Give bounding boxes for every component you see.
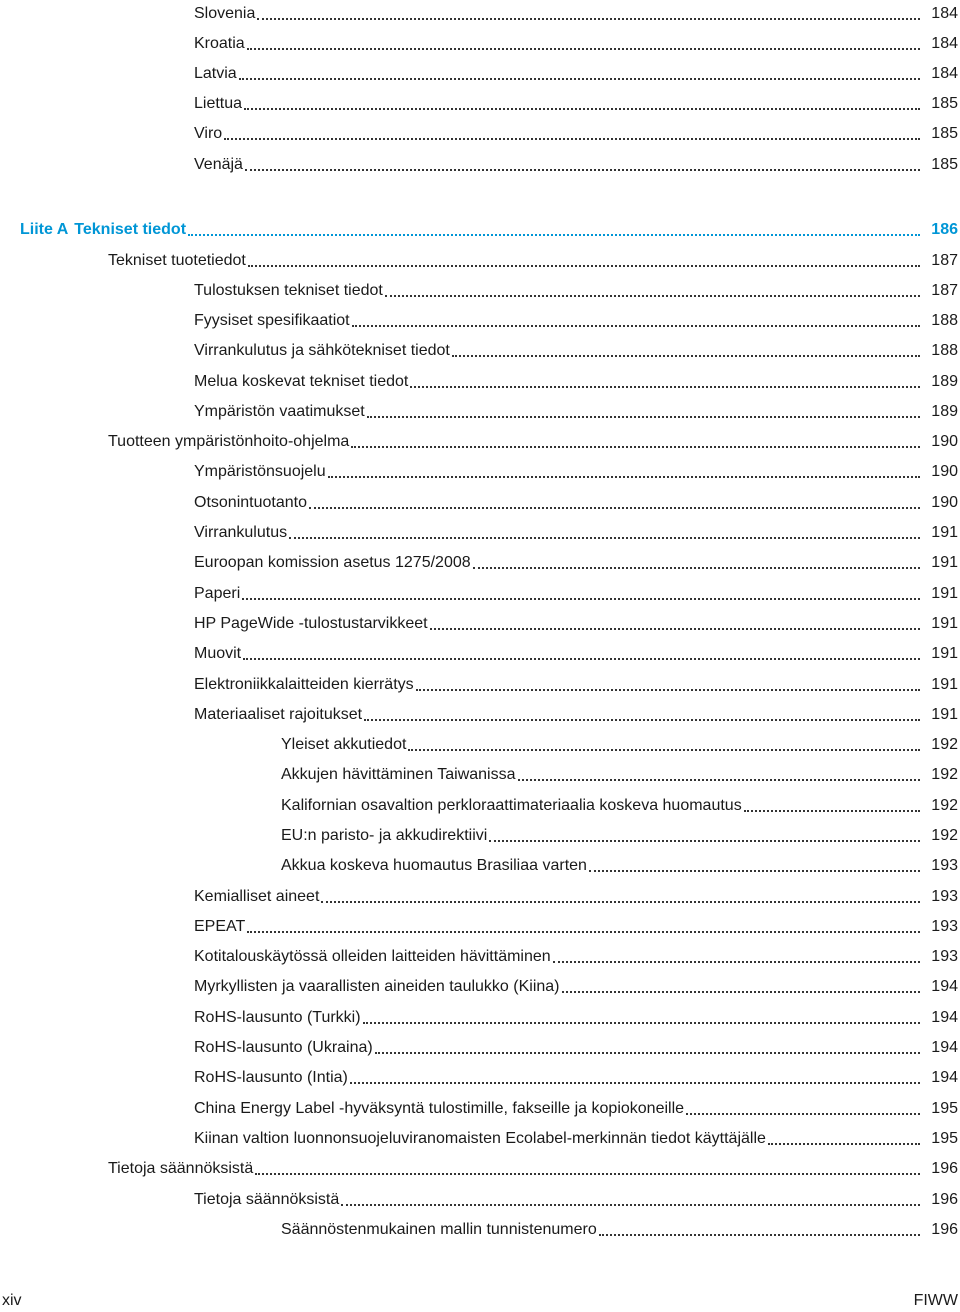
toc-entry-label: Slovenia [194,5,256,22]
toc-entry[interactable] [194,943,958,967]
toc-chapter-entry[interactable] [20,216,958,240]
toc-page-number: 194 [931,1069,958,1086]
toc-entry[interactable] [194,90,958,114]
toc-entry-label: Viro [194,125,223,142]
toc-entry[interactable] [194,1004,958,1028]
toc-entry[interactable] [194,519,958,543]
dot-leader [410,378,920,388]
toc-page-number: 190 [931,463,958,480]
toc-entry-label: Tietoja säännöksistä [108,1160,254,1177]
dot-leader [350,1074,920,1084]
toc-entry-label: Kroatia [194,35,245,52]
toc-entry[interactable] [194,151,958,175]
dot-leader [489,832,920,842]
toc-entry[interactable] [108,247,958,271]
toc-entry[interactable] [194,337,958,361]
toc-page-number: 187 [931,252,958,269]
toc-page-number: 192 [931,736,958,753]
dot-leader [341,1196,920,1206]
toc-entry[interactable] [194,701,958,725]
toc-entry[interactable] [281,852,958,876]
toc-entry[interactable] [194,1186,958,1210]
dot-leader [430,620,920,630]
toc-entry-label: Tekniset tuotetiedot [108,252,246,269]
toc-entry-label: Melua koskevat tekniset tiedot [194,373,409,390]
dot-leader [321,893,920,903]
dot-leader [239,70,920,80]
toc-page-number: 186 [931,221,958,238]
toc-entry[interactable] [194,368,958,392]
dot-leader [247,923,920,933]
dot-leader [452,347,920,357]
toc-page-number: 196 [931,1160,958,1177]
toc-page-number: 184 [931,5,958,22]
toc-page-number: 192 [931,797,958,814]
dot-leader [363,1014,920,1024]
dot-leader [375,1044,920,1054]
toc-entry-label: EPEAT [194,918,246,935]
toc-entry-label: RoHS-lausunto (Turkki) [194,1009,361,1026]
toc-entry-label: Kotitalouskäytössä olleiden laitteiden hävittäminen [194,948,551,965]
dot-leader [473,559,920,569]
dot-leader [408,741,920,751]
toc-chapter-title: Tekniset tiedot [74,221,187,238]
toc-entry[interactable] [194,489,958,513]
toc-entry-label: Kalifornian osavaltion perkloraattimateriaalia koskeva huomautus [281,797,742,814]
toc-entry-label: RoHS-lausunto (Ukraina) [194,1039,373,1056]
toc-page-number: 184 [931,65,958,82]
toc-page-number: 193 [931,857,958,874]
toc-entry-label: Ympäristön vaatimukset [194,403,365,420]
toc-entry-label: Yleiset akkutiedot [281,736,407,753]
toc-page-number: 187 [931,282,958,299]
toc-entry-label: Otsonintuotanto [194,494,307,511]
toc-page-number: 189 [931,403,958,420]
toc-entry-label: China Energy Label -hyväksyntä tulostimille, fakseille ja kopiokoneille [194,1100,685,1117]
toc-entry-label: EU:n paristo- ja akkudirektiivi [281,827,488,844]
toc-entry[interactable] [108,1155,958,1179]
toc-entry[interactable] [194,580,958,604]
dot-leader [247,40,920,50]
toc-page-number: 189 [931,373,958,390]
toc-page-number: 193 [931,888,958,905]
toc-page-number: 194 [931,1009,958,1026]
toc-entry-label: Latvia [194,65,237,82]
dot-leader [367,408,920,418]
dot-leader [248,257,920,267]
toc-entry[interactable] [194,458,958,482]
toc-entry-label: Säännöstenmukainen mallin tunnistenumero [281,1221,597,1238]
toc-page-number: 184 [931,35,958,52]
toc-entry-label: Muovit [194,645,242,662]
dot-leader [257,10,920,20]
toc-entry[interactable] [194,610,958,634]
dot-leader [245,161,920,171]
toc-entry-label: Myrkyllisten ja vaarallisten aineiden taulukko (Kiina) [194,978,560,995]
dot-leader [224,130,920,140]
dot-leader [289,529,920,539]
toc-entry[interactable] [194,671,958,695]
toc-page-number: 191 [931,706,958,723]
dot-leader [518,771,921,781]
dot-leader [744,802,920,812]
toc-entry[interactable] [194,307,958,331]
toc-entry-label: Tietoja säännöksistä [194,1191,340,1208]
toc-entry-label: Akkujen hävittäminen Taiwanissa [281,766,516,783]
toc-entry-label: Euroopan komission asetus 1275/2008 [194,554,471,571]
toc-page-number: 190 [931,433,958,450]
dot-leader [562,983,921,993]
toc-entry[interactable] [281,761,958,785]
footer-page-number: xiv [2,1292,22,1309]
toc-page-number: 191 [931,585,958,602]
toc-entry[interactable] [281,822,958,846]
toc-entry[interactable] [194,60,958,84]
toc-page-number: 191 [931,645,958,662]
toc-entry-label: Materiaaliset rajoitukset [194,706,363,723]
toc-entry-label: Tuotteen ympäristönhoito-ohjelma [108,433,350,450]
toc-page-number: 185 [931,125,958,142]
dot-leader [188,226,920,236]
toc-entry-label: Kiinan valtion luonnonsuojeluviranomaisten Ecolabel-merkinnän tiedot käyttäjälle [194,1130,766,1147]
toc-page-number: 191 [931,615,958,632]
toc-page-number: 188 [931,312,958,329]
toc-page-number: 191 [931,524,958,541]
dot-leader [385,287,920,297]
toc-entry[interactable] [194,913,958,937]
toc-page-number: 195 [931,1130,958,1147]
toc-page-number: 188 [931,342,958,359]
toc-page-number: 191 [931,554,958,571]
toc-page-number: 195 [931,1100,958,1117]
dot-leader [352,317,920,327]
toc-entry-label: Ympäristönsuojelu [194,463,326,480]
toc-page-number: 190 [931,494,958,511]
toc-entry-label: Paperi [194,585,241,602]
toc-entry[interactable] [194,640,958,664]
toc-entry-label: Kemialliset aineet [194,888,320,905]
toc-page-number: 185 [931,95,958,112]
toc-page-number: 196 [931,1221,958,1238]
toc-entry[interactable] [194,1095,958,1119]
dot-leader [416,681,920,691]
toc-entry[interactable] [281,731,958,755]
dot-leader [768,1135,920,1145]
toc-entry[interactable] [194,120,958,144]
toc-page-number: 194 [931,978,958,995]
dot-leader [553,953,920,963]
dot-leader [599,1226,920,1236]
dot-leader [244,100,920,110]
toc-entry-label: Venäjä [194,156,243,173]
toc-entry[interactable] [194,883,958,907]
dot-leader [255,1165,920,1175]
toc-entry[interactable] [281,792,958,816]
toc-entry[interactable] [194,1064,958,1088]
toc-entry[interactable] [194,277,958,301]
toc-page-number: 193 [931,918,958,935]
toc-entry[interactable] [108,428,958,452]
toc-entry-label: RoHS-lausunto (Intia) [194,1069,348,1086]
dot-leader [309,499,920,509]
toc-page-number: 192 [931,827,958,844]
toc-entry[interactable] [194,549,958,573]
dot-leader [686,1105,920,1115]
toc-entry-label: Elektroniikkalaitteiden kierrätys [194,676,414,693]
toc-page-number: 191 [931,676,958,693]
toc-entry-label: Tulostuksen tekniset tiedot [194,282,383,299]
toc-entry-label: Liite A [20,221,69,238]
toc-page-number: 194 [931,1039,958,1056]
toc-entry[interactable] [194,973,958,997]
dot-leader [589,862,920,872]
toc-entry[interactable] [281,1216,958,1240]
toc-page-number: 192 [931,766,958,783]
dot-leader [364,711,920,721]
dot-leader [328,468,920,478]
toc-entry[interactable] [194,0,958,24]
dot-leader [351,438,920,448]
toc-entry-label: Virrankulutus [194,524,288,541]
toc-entry-label: HP PageWide -tulostustarvikkeet [194,615,428,632]
toc-page-number: 185 [931,156,958,173]
toc-entry-label: Fyysiset spesifikaatiot [194,312,350,329]
dot-leader [243,650,920,660]
toc-page-number: 196 [931,1191,958,1208]
dot-leader [242,590,920,600]
toc-entry[interactable] [194,398,958,422]
toc-page-number: 193 [931,948,958,965]
toc-entry[interactable] [194,1034,958,1058]
toc-entry-label: Virrankulutus ja sähkötekniset tiedot [194,342,450,359]
toc-entry[interactable] [194,1125,958,1149]
footer-locale: FIWW [913,1292,958,1309]
toc-entry-label: Akkua koskeva huomautus Brasiliaa varten [281,857,587,874]
toc-entry[interactable] [194,30,958,54]
toc-entry-label: Liettua [194,95,243,112]
